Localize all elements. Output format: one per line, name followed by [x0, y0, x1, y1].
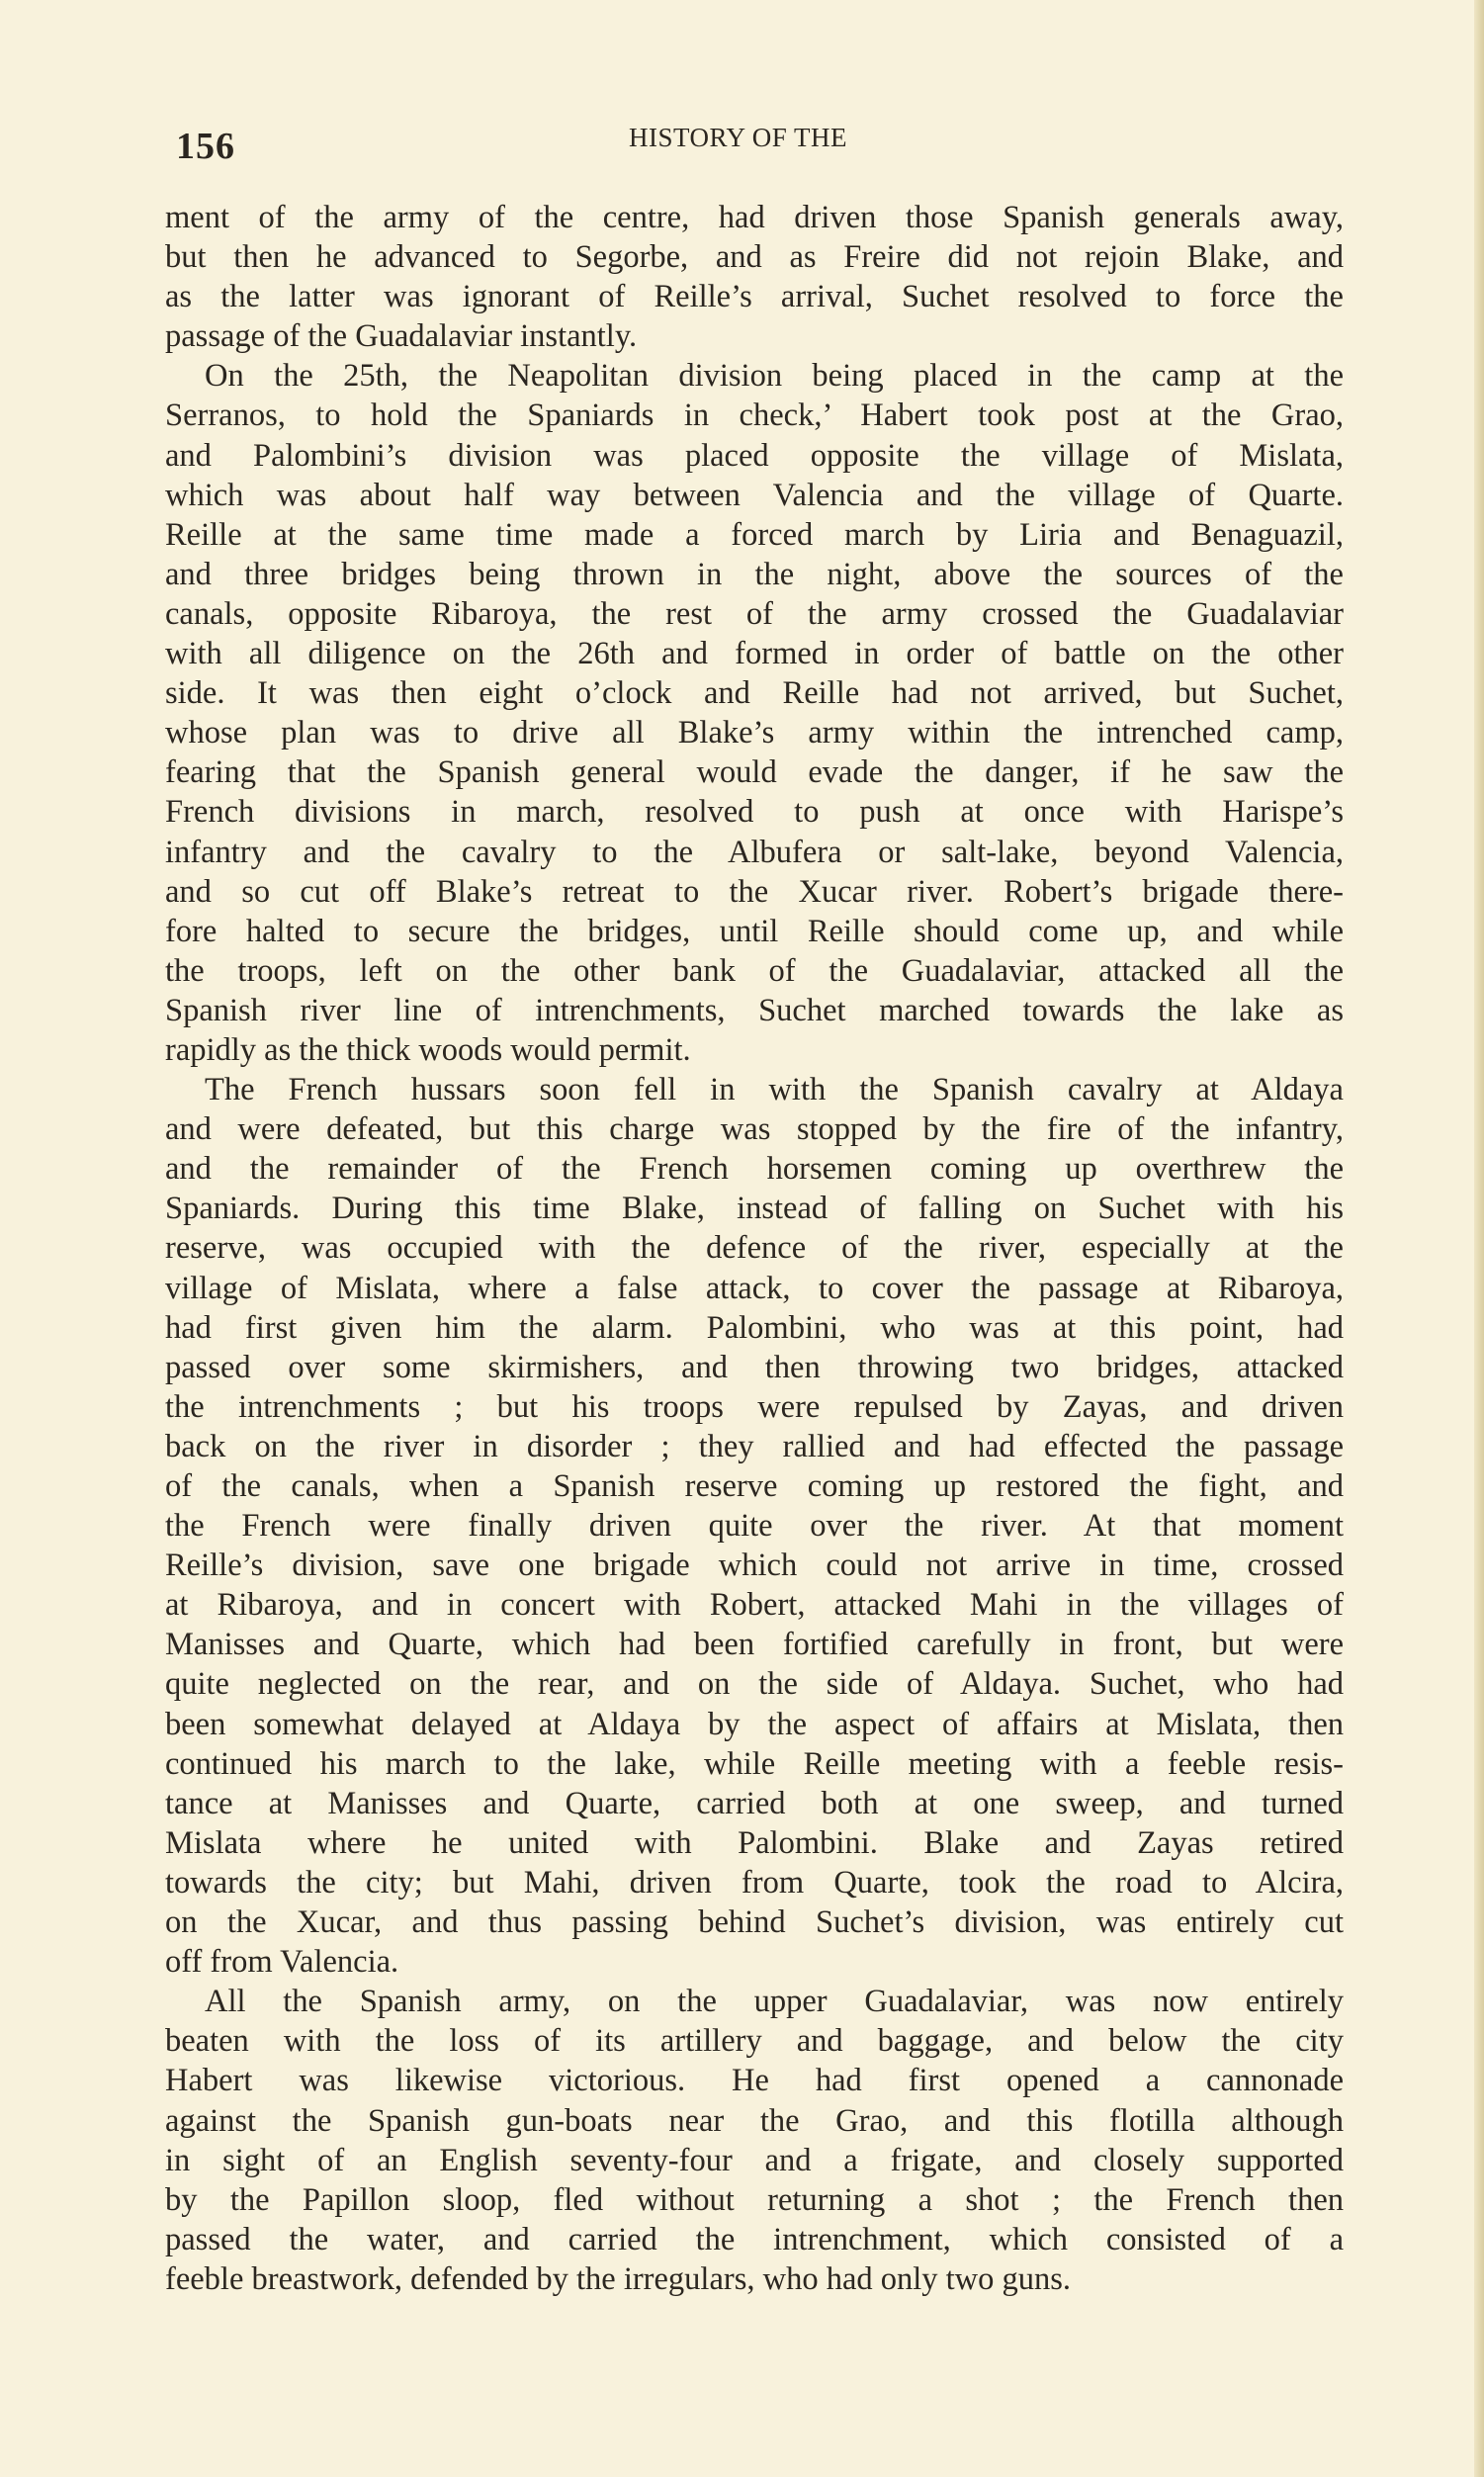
text-line: towards the city; but Mahi, driven from Quarte, took the road to Alcira,: [165, 1864, 1344, 1901]
text-line: beaten with the loss of its artillery and baggage, and below the city: [165, 2023, 1344, 2060]
text-line: the intrenchments ; but his troops were repulsed by Zayas, and driven: [165, 1388, 1344, 1425]
text-line: quite neglected on the rear, and on the side of Aldaya. Suchet, who had: [165, 1666, 1344, 1703]
text-line: fearing that the Spanish general would evade the danger, if he saw the: [165, 754, 1344, 791]
text-line: whose plan was to drive all Blake’s army within the intrenched camp,: [165, 715, 1344, 752]
text-line: French divisions in march, resolved to push at once with Harispe’s: [165, 794, 1344, 831]
text-line: Serranos, to hold the Spaniards in check,’ Habert took post at the Grao,: [165, 398, 1344, 434]
text-line: tance at Manisses and Quarte, carried both at one sweep, and turned: [165, 1785, 1344, 1821]
text-line: off from Valencia.: [165, 1944, 399, 1981]
text-line: had first given him the alarm. Palombini, who was at this point, had: [165, 1309, 1344, 1346]
text-line: the troops, left on the other bank of the Guadalaviar, attacked all the: [165, 952, 1344, 989]
page-edge: [1474, 0, 1484, 2477]
running-title: HISTORY OF THE: [628, 123, 848, 152]
text-line: and three bridges being thrown in the night, above the sources of the: [165, 556, 1344, 592]
text-line: Manisses and Quarte, which had been fortified carefully in front, but were: [165, 1627, 1344, 1663]
text-line: Spaniards. During this time Blake, instead of falling on Suchet with his: [165, 1191, 1344, 1227]
running-head: [0, 123, 1484, 153]
text-line: on the Xucar, and thus passing behind Suchet’s division, was entirely cut: [165, 1904, 1344, 1941]
text-line: ment of the army of the centre, had driven those Spanish generals away,: [165, 200, 1344, 235]
text-line: reserve, was occupied with the defence of the river, especially at the: [165, 1230, 1344, 1267]
text-line: canals, opposite Ribaroya, the rest of the army crossed the Guadalaviar: [165, 595, 1344, 632]
text-line: fore halted to secure the bridges, until Reille should come up, and while: [165, 913, 1344, 949]
text-line: as the latter was ignorant of Reille’s arrival, Suchet resolved to force the: [165, 279, 1344, 315]
text-line: On the 25th, the Neapolitan division being placed in the camp at the: [205, 358, 1344, 395]
text-line: All the Spanish army, on the upper Guadalaviar, was now entirely: [205, 1984, 1344, 2020]
text-line: village of Mislata, where a false attack, to cover the passage at Ribaroya,: [165, 1270, 1344, 1306]
text-line: back on the river in disorder ; they rallied and had effected the passage: [165, 1428, 1344, 1464]
text-line: passed over some skirmishers, and then throwing two bridges, attacked: [165, 1349, 1344, 1385]
text-line: side. It was then eight o’clock and Reille had not arrived, but Suchet,: [165, 675, 1344, 712]
text-line: with all diligence on the 26th and formed in order of battle on the other: [165, 636, 1344, 672]
text-line: and were defeated, but this charge was stopped by the fire of the infantry,: [165, 1111, 1344, 1148]
text-line: in sight of an English seventy-four and a frigate, and closely supported: [165, 2142, 1344, 2178]
text-line: by the Papillon sloop, fled without returning a shot ; the French then: [165, 2181, 1344, 2218]
text-line: but then he advanced to Segorbe, and as Freire did not rejoin Blake, and: [165, 239, 1344, 276]
text-line: The French hussars soon fell in with the Spanish cavalry at Aldaya: [205, 1072, 1344, 1108]
text-line: against the Spanish gun-boats near the Grao, and this flotilla although: [165, 2102, 1344, 2139]
text-line: feeble breastwork, defended by the irregulars, who had only two guns.: [165, 2260, 1072, 2297]
text-line: which was about half way between Valencia and the village of Quarte.: [165, 477, 1344, 513]
text-line: and the remainder of the French horsemen coming up overthrew the: [165, 1151, 1344, 1188]
text-line: been somewhat delayed at Aldaya by the aspect of affairs at Mislata, then: [165, 1706, 1344, 1742]
text-line: Habert was likewise victorious. He had first opened a cannonade: [165, 2063, 1344, 2099]
body-text: [165, 198, 1344, 2299]
text-line: Reille at the same time made a forced march by Liria and Benaguazil,: [165, 516, 1344, 553]
text-line: continued his march to the lake, while Reille meeting with a feeble resis-: [165, 1745, 1344, 1782]
text-line: of the canals, when a Spanish reserve coming up restored the fight, and: [165, 1468, 1344, 1504]
text-line: Spanish river line of intrenchments, Suchet marched towards the lake as: [165, 992, 1344, 1028]
text-line: passed the water, and carried the intrenchment, which consisted of a: [165, 2221, 1344, 2257]
text-line: infantry and the cavalry to the Albufera or salt-lake, beyond Valencia,: [165, 834, 1344, 870]
text-line: passage of the Guadalaviar instantly.: [165, 318, 638, 355]
text-line: Reille’s division, save one brigade which could not arrive in time, crossed: [165, 1548, 1344, 1584]
page-number: 156: [176, 126, 235, 167]
text-line: rapidly as the thick woods would permit.: [165, 1031, 691, 1068]
text-line: Mislata where he united with Palombini. Blake and Zayas retired: [165, 1824, 1344, 1861]
text-line: and Palombini’s division was placed opposite the village of Mislata,: [165, 437, 1344, 474]
text-line: at Ribaroya, and in concert with Robert, attacked Mahi in the villages of: [165, 1587, 1344, 1624]
text-line: the French were finally driven quite over the river. At that moment: [165, 1508, 1344, 1545]
text-line: and so cut off Blake’s retreat to the Xucar river. Robert’s brigade there-: [165, 873, 1344, 910]
